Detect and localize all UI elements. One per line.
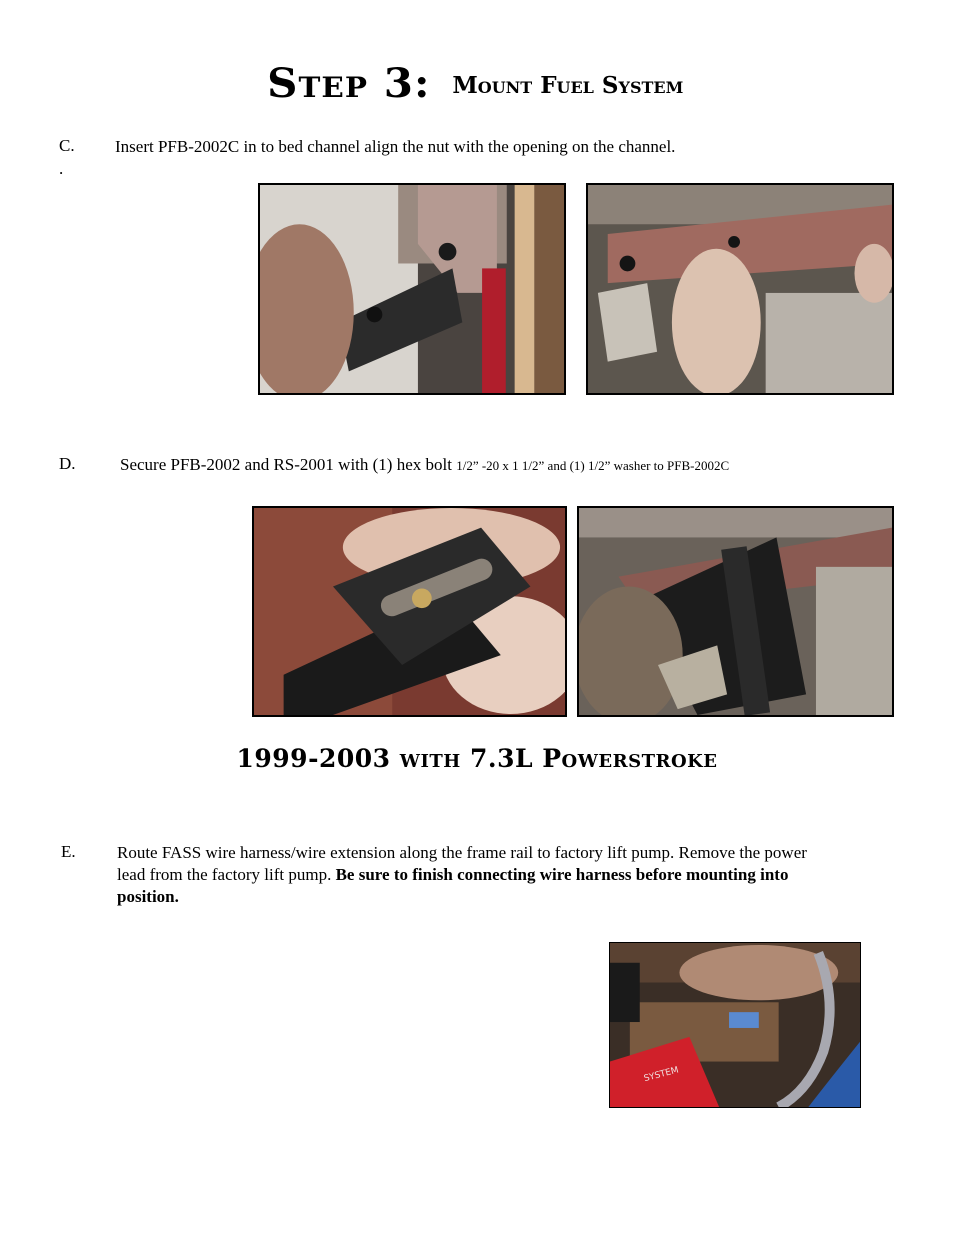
page-title — [0, 60, 954, 107]
step-c-trailing: . — [59, 159, 64, 178]
photo-c-right — [586, 183, 894, 395]
step-e-line3 — [117, 886, 897, 908]
step-d-letter: D. — [59, 454, 76, 473]
photo-e-label: SYSTEM — [642, 1065, 680, 1085]
photo-d-right-image — [579, 508, 892, 715]
step-e-line3-bold: position. — [117, 887, 179, 906]
photo-c-left — [258, 183, 566, 395]
step-d-text-small: 1/2” -20 x 1 1/2” and (1) 1/2” washer to PFB-2002C — [456, 458, 730, 473]
step-e-line2-bold: Be sure to finish connecting wire harness before mounting into — [335, 865, 789, 884]
step-d-text-main: Secure PFB-2002 and RS-2001 with (1) hex bolt — [120, 455, 457, 474]
title-sub: Mount Fuel System — [452, 72, 684, 99]
section-heading: 1999-2003 with 7.3L Powerstroke — [236, 744, 718, 773]
step-e-text — [117, 842, 897, 908]
step-c-text: Insert PFB-2002C in to bed channel align the nut with the opening on the channel. — [115, 137, 676, 156]
photo-e-image — [610, 943, 860, 1107]
step-e-line2 — [117, 864, 897, 886]
step-e-line1: Route FASS wire harness/wire extension along the frame rail to factory lift pump. Remove the power — [117, 843, 807, 862]
photo-c-left-image — [260, 185, 564, 393]
photo-d-left — [252, 506, 567, 717]
step-d-text — [120, 454, 729, 477]
photo-c-right-image — [588, 185, 892, 393]
title-main: Step 3: — [266, 60, 431, 107]
photo-d-left-image — [254, 508, 565, 715]
photo-e — [609, 942, 861, 1108]
step-c-letter: C. — [59, 136, 75, 155]
step-e-letter: E. — [61, 842, 76, 861]
photo-d-right — [577, 506, 894, 717]
step-e-line2-plain: lead from the factory lift pump. — [117, 865, 336, 884]
